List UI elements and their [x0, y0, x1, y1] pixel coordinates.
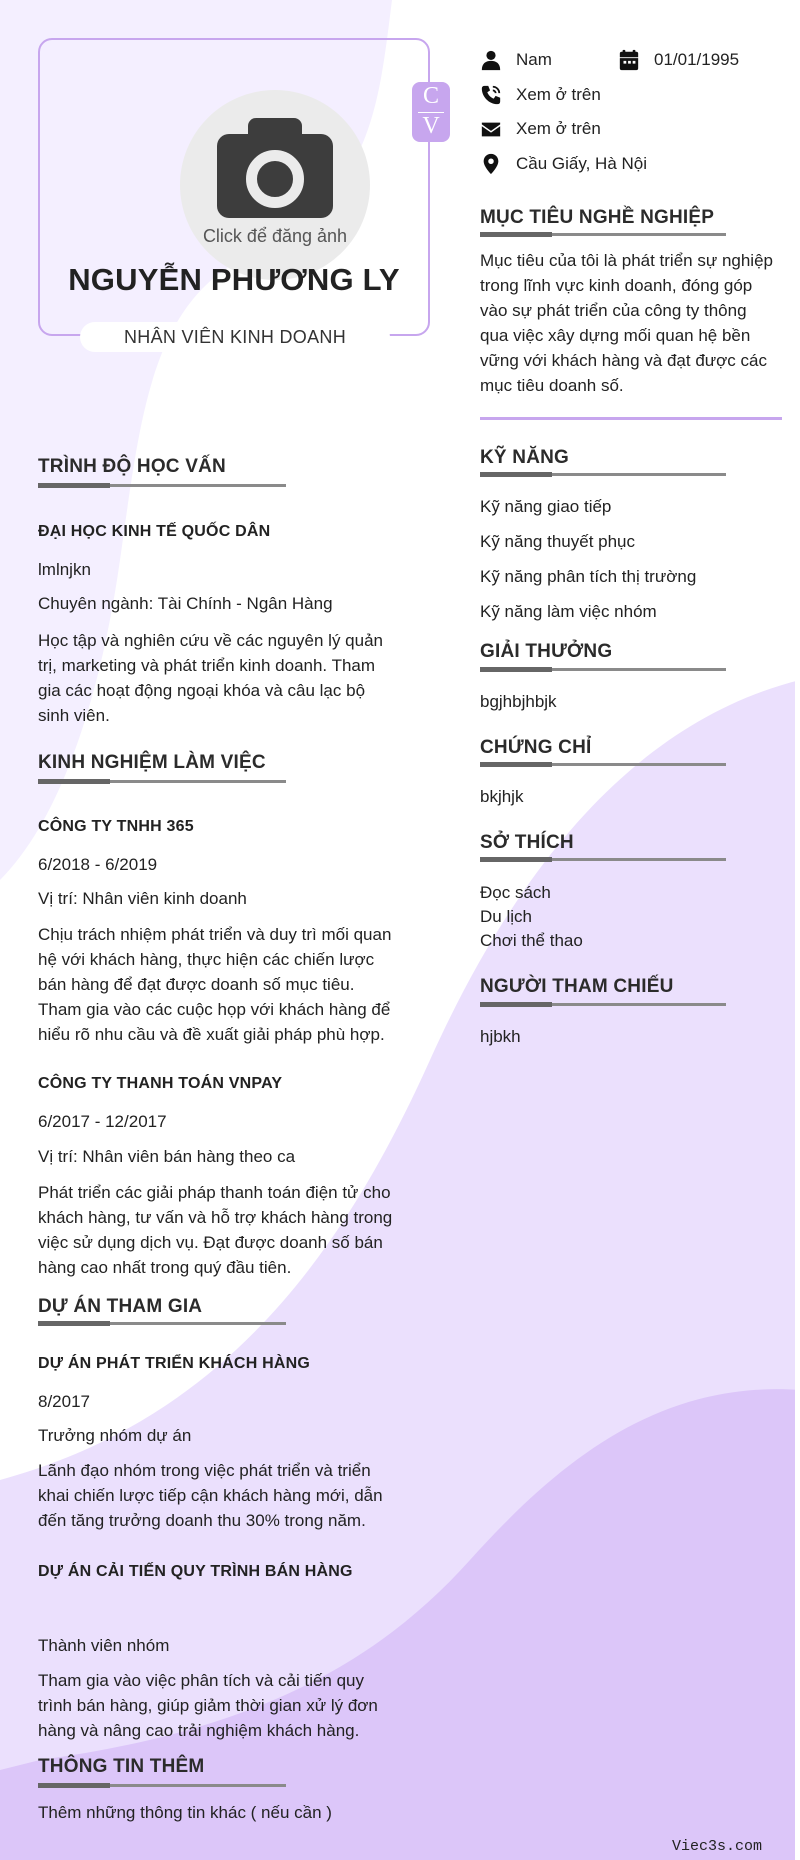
- cv-badge-c: C: [422, 83, 439, 109]
- phone-icon: [480, 84, 502, 106]
- certificates-rule: [480, 763, 726, 766]
- job-line: Phát triển các giải pháp thanh toán điện tử cho: [38, 1183, 391, 1202]
- contact-email: [480, 118, 601, 140]
- job-title: NHÂN VIÊN KINH DOANH: [80, 322, 390, 352]
- awards-title: GIẢI THƯỞNG: [480, 641, 613, 662]
- experience-rule: [38, 780, 286, 783]
- job-company: CÔNG TY THANH TOÁN VNPAY: [38, 1075, 283, 1092]
- objective-text: [480, 248, 773, 398]
- photo-upload[interactable]: [180, 90, 370, 280]
- gender-value: Nam: [516, 50, 552, 69]
- birthdate-value: 01/01/1995: [654, 50, 740, 69]
- projects-rule: [38, 1322, 286, 1325]
- education-line: sinh viên.: [38, 706, 110, 725]
- hobbies-rule: [480, 858, 726, 861]
- location-pin-icon: [480, 153, 502, 175]
- hobby-item: Đọc sách: [480, 883, 551, 902]
- cv-badge: [412, 82, 450, 142]
- objective-line: vào sự phát triển của công ty thông: [480, 301, 747, 320]
- education-line: trị, marketing và phát triển kinh doanh. Tham: [38, 656, 376, 675]
- job-line: khách hàng, tư vấn và hỗ trợ khách hàng trong: [38, 1208, 393, 1227]
- additional-rule: [38, 1784, 286, 1787]
- awards-text: bgjhbjhbjk: [480, 692, 557, 711]
- skill-item: Kỹ năng thuyết phục: [480, 532, 636, 551]
- objective-rule: [480, 233, 726, 236]
- photo-caption: Click để đăng ảnh: [202, 226, 348, 246]
- hobby-item: Chơi thể thao: [480, 931, 583, 950]
- skill-item: Kỹ năng giao tiếp: [480, 497, 612, 516]
- additional-text: Thêm những thông tin khác ( nếu cần ): [38, 1803, 332, 1822]
- job-position: Vị trí: Nhân viên kinh doanh: [38, 889, 247, 908]
- person-icon: [480, 49, 502, 71]
- objective-line: mục tiêu doanh số.: [480, 376, 624, 395]
- job-line: Chịu trách nhiệm phát triển và duy trì mối quan: [38, 925, 392, 944]
- skill-item: Kỹ năng làm việc nhóm: [480, 602, 657, 621]
- additional-title: THÔNG TIN THÊM: [38, 1756, 205, 1777]
- section-divider: [480, 417, 782, 420]
- skill-item: Kỹ năng phân tích thị trường: [480, 567, 697, 586]
- contact-gender: [480, 49, 552, 71]
- hobby-item: Du lịch: [480, 907, 532, 926]
- project-period: 8/2017: [38, 1392, 90, 1411]
- objective-line: qua việc xây dựng mối quan hệ bền: [480, 326, 751, 345]
- experience-title: KINH NGHIỆM LÀM VIỆC: [38, 752, 266, 773]
- phone-value: Xem ở trên: [516, 85, 601, 104]
- job-line: hàng cao nhất trong quý đầu tiên.: [38, 1258, 292, 1277]
- full-name: NGUYỄN PHƯƠNG LY: [68, 262, 400, 297]
- job-description: [38, 922, 391, 1047]
- skills-title: KỸ NĂNG: [480, 447, 570, 468]
- project-line: trình bán hàng, giúp giảm thời gian xử lý đơn: [38, 1696, 378, 1715]
- job-line: bán hàng để đạt được doanh số mục tiêu.: [38, 975, 355, 994]
- project-role: Thành viên nhóm: [38, 1636, 170, 1655]
- job-description: [38, 1180, 392, 1280]
- objective-line: vững với khách hàng và đạt được các: [480, 351, 767, 370]
- certificates-title: CHỨNG CHỈ: [480, 737, 592, 758]
- footer-watermark: Viec3s.com: [672, 1838, 763, 1855]
- contact-address: [480, 153, 647, 175]
- job-period: 6/2018 - 6/2019: [38, 855, 158, 874]
- project-role: Trưởng nhóm dự án: [38, 1426, 192, 1445]
- references-title: NGƯỜI THAM CHIẾU: [480, 976, 674, 997]
- education-line: gia các hoạt động ngoại khóa và câu lạc bộ: [38, 681, 366, 700]
- project-line: Lãnh đạo nhóm trong việc phát triển và triển: [38, 1461, 371, 1480]
- job-position: Vị trí: Nhân viên bán hàng theo ca: [38, 1147, 296, 1166]
- job-period: 6/2017 - 12/2017: [38, 1112, 167, 1131]
- job-line: Tham gia vào các cuộc họp với khách hàng để: [38, 1000, 391, 1019]
- education-description: [38, 628, 383, 728]
- address-value: Cầu Giấy, Hà Nội: [516, 154, 648, 173]
- education-school: ĐẠI HỌC KINH TẾ QUỐC DÂN: [38, 523, 271, 540]
- project-line: hàng và nâng cao trải nghiệm khách hàng.: [38, 1721, 360, 1740]
- job-company: CÔNG TY TNHH 365: [38, 818, 194, 835]
- project-line: Tham gia vào việc phân tích và cải tiến quy: [38, 1671, 365, 1690]
- education-line: Học tập và nghiên cứu về các nguyên lý quản: [38, 631, 383, 650]
- camera-lens-icon: [246, 150, 304, 208]
- job-line: hiểu rõ nhu cầu và đề xuất giải pháp phù hợp.: [38, 1025, 385, 1044]
- objective-line: Mục tiêu của tôi là phát triển sự nghiệp: [480, 251, 773, 270]
- project-line: đến tăng trưởng doanh thu 30% trong năm.: [38, 1511, 366, 1530]
- hobbies-title: SỞ THÍCH: [480, 832, 574, 853]
- references-text: hjbkh: [480, 1027, 521, 1046]
- job-line: hệ với khách hàng, thực hiện các chiến lược: [38, 950, 375, 969]
- project-description: [38, 1458, 383, 1533]
- project-name: DỰ ÁN CẢI TIẾN QUY TRÌNH BÁN HÀNG: [38, 1563, 353, 1580]
- objective-line: trong lĩnh vực kinh doanh, đóng góp: [480, 276, 753, 295]
- contact-phone: [480, 84, 601, 106]
- job-line: việc sử dụng dịch vụ. Đạt được doanh số bán: [38, 1233, 383, 1252]
- education-period: lmlnjkn: [38, 560, 91, 579]
- skills-rule: [480, 473, 726, 476]
- objective-title: MỤC TIÊU NGHỀ NGHIỆP: [480, 207, 715, 228]
- project-line: khai chiến lược tiếp cận khách hàng mới, dẫn: [38, 1486, 383, 1505]
- education-rule: [38, 484, 286, 487]
- email-value: Xem ở trên: [516, 119, 601, 138]
- cv-badge-v: V: [422, 113, 440, 139]
- education-major: Chuyên ngành: Tài Chính - Ngân Hàng: [38, 594, 333, 613]
- calendar-icon: [618, 49, 640, 71]
- contact-birthdate: [618, 49, 739, 71]
- certificates-text: bkjhjk: [480, 787, 524, 806]
- references-rule: [480, 1003, 726, 1006]
- projects-title: DỰ ÁN THAM GIA: [38, 1296, 203, 1317]
- education-title: TRÌNH ĐỘ HỌC VẤN: [38, 456, 226, 477]
- envelope-icon: [480, 118, 502, 140]
- project-description: [38, 1668, 378, 1743]
- project-name: DỰ ÁN PHÁT TRIỂN KHÁCH HÀNG: [38, 1355, 311, 1372]
- awards-rule: [480, 668, 726, 671]
